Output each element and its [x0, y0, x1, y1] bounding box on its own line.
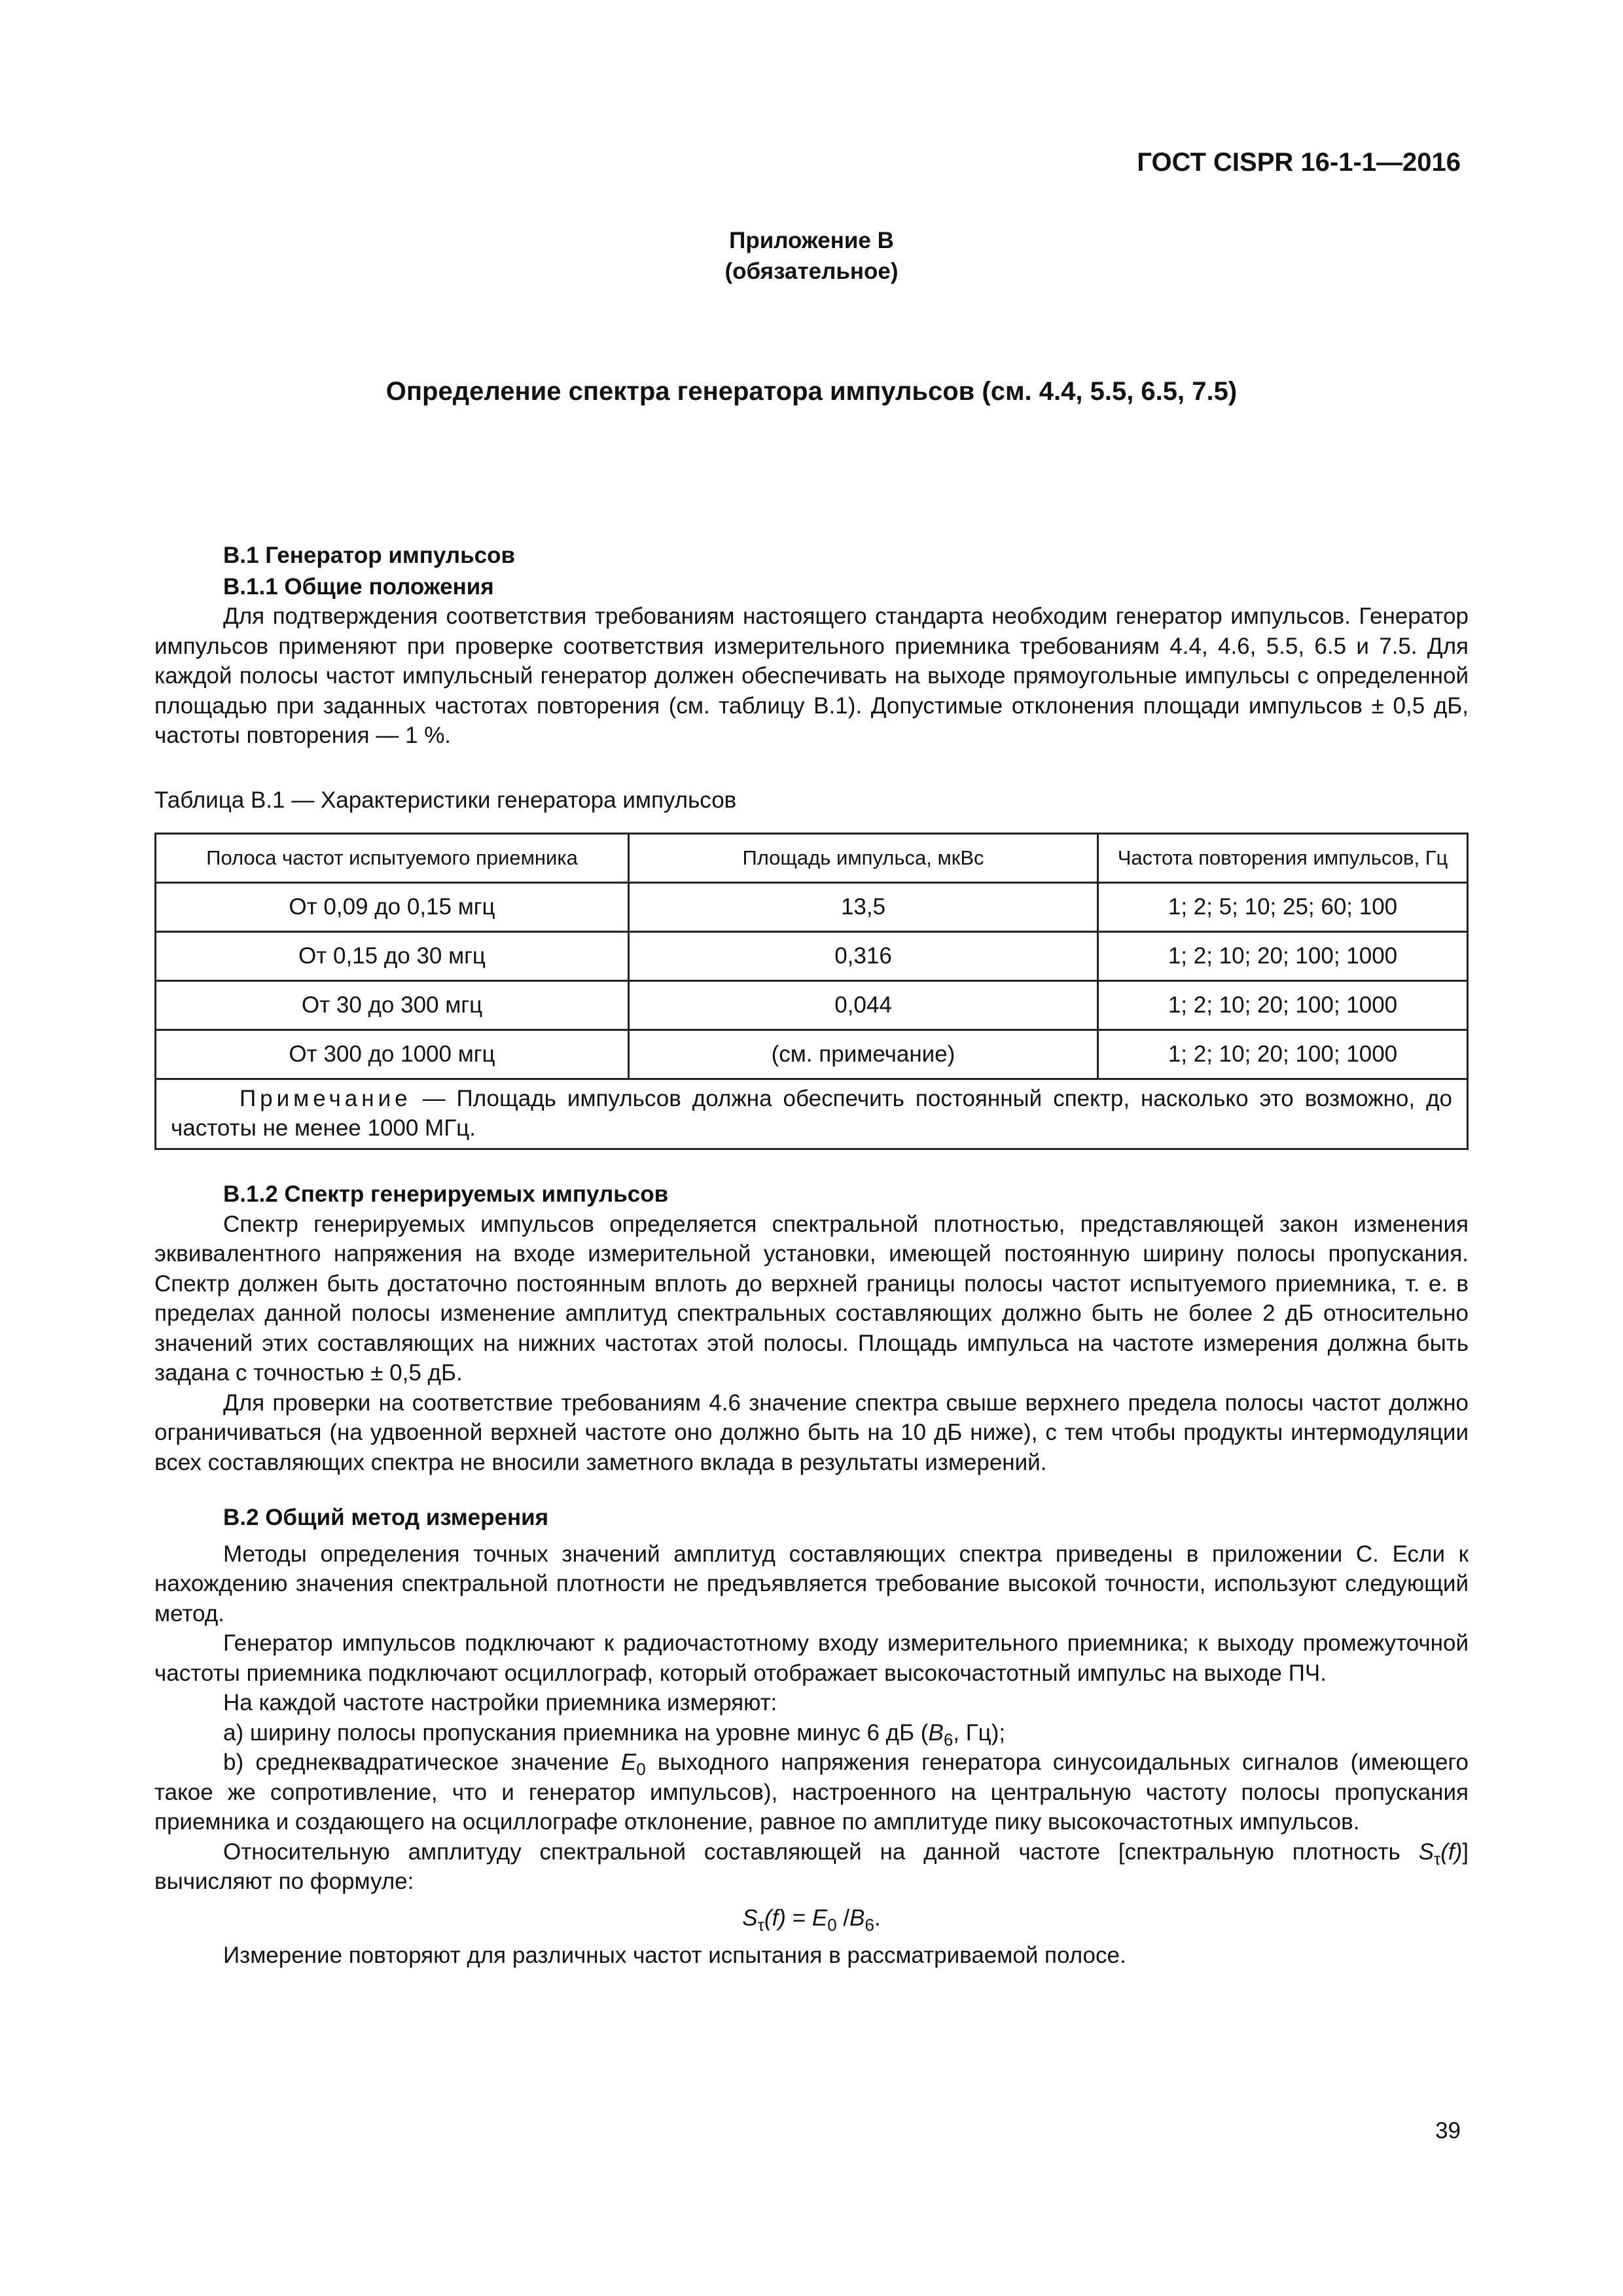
symbol-s: S — [1418, 1839, 1434, 1865]
symbol-e: E — [620, 1749, 637, 1775]
table-header-cell: Полоса частот испытуемого приемника — [156, 834, 629, 883]
standard-designation: ГОСТ CISPR 16-1-1—2016 — [1137, 148, 1461, 177]
item-a-text-end: , Гц); — [953, 1719, 1006, 1746]
paragraph-method-2: Генератор импульсов подключают к радиочастотному входу измерительного приемника; к выходу промежуточной частоты приемника подключают осциллограф, который отображает высокочастотный импульс на выходе ПЧ. — [154, 1630, 1469, 1686]
formula-subscript: 0 — [827, 1914, 837, 1935]
section-heading-b2: В.2 Общий метод измерения — [223, 1505, 549, 1530]
formula-subscript: τ — [757, 1914, 764, 1935]
para4-text-end: ] вычисляют по формуле: — [154, 1839, 1469, 1894]
table-header-cell: Площадь импульса, мкВс — [629, 834, 1098, 883]
paragraph-method-4 — [154, 1837, 1469, 1897]
section-b12 — [154, 1179, 1469, 1477]
symbol-subscript: 6 — [943, 1729, 954, 1749]
formula-b: B — [849, 1905, 865, 1931]
note-text: — Площадь импульсов должна обеспечить постоянный спектр, насколько это возможно, до частоты не менее 1000 МГц. — [171, 1086, 1452, 1141]
table-b1-caption — [154, 785, 1469, 816]
paragraph-general: Для подтверждения соответствия требованиям настоящего стандарта необходим генератор импульсов. Генератор импульсов применяют при проверке соответствия измерительного приемника требованиям 4.4, 4.6, 5.5, 6.5 и 7.5. Для каждой полосы частот импульсный генератор должен обеспечивать на выходе прямоугольные импульсы с определенной площадью при заданных частотах повторения (см. таблицу В.1). Допустимые отклонения площади импульсов ± 0,5 дБ, частоты повторения — 1 %. — [154, 603, 1469, 748]
list-item-a — [154, 1718, 1469, 1748]
item-b-text-end: выходного напряжения генератора синусоидальных сигналов (имеющего такое же сопротивление, что и генератор импульсов), настроенного на центральную частоту полосы пропускания приемника и создающего на осциллографе отклонение, равное по амплитуде пику высокочастотных импульсов. — [154, 1749, 1469, 1835]
table-cell: От 30 до 300 мгц — [156, 981, 629, 1030]
document-title: Определение спектра генератора импульсов (см. 4.4, 5.5, 6.5, 7.5) — [385, 377, 1238, 406]
paragraph-method-3: На каждой частоте настройки приемника измеряют: — [223, 1690, 777, 1715]
symbol-b: B — [928, 1719, 944, 1746]
symbol-f: (f) — [1440, 1839, 1463, 1865]
table-cell: 1; 2; 10; 20; 100; 1000 — [1098, 1030, 1468, 1079]
formula-end: . — [874, 1905, 881, 1931]
list-item-b — [154, 1748, 1469, 1837]
table-cell: 0,316 — [629, 932, 1098, 981]
table-caption-prefix: Таблица — [154, 787, 245, 813]
table-row — [156, 981, 1468, 1030]
section-heading-b11: В.1.1 Общие положения — [223, 573, 494, 600]
table-header-row — [156, 834, 1468, 883]
table-b1 — [154, 833, 1469, 1150]
formula-equals: = — [785, 1905, 812, 1931]
table-caption-text: В.1 — Характеристики генератора импульсов — [244, 787, 737, 813]
table-header-cell: Частота повторения импульсов, Гц — [1098, 834, 1468, 883]
table-cell: От 0,15 до 30 мгц — [156, 932, 629, 981]
formula-divide: / — [836, 1905, 850, 1931]
table-cell: 1; 2; 10; 20; 100; 1000 — [1098, 932, 1468, 981]
table-cell: От 0,09 до 0,15 мгц — [156, 883, 629, 932]
table-cell: (см. примечание) — [629, 1030, 1098, 1079]
formula — [154, 1903, 1469, 1933]
formula-f: (f) — [764, 1905, 786, 1931]
table-row — [156, 932, 1468, 981]
section-heading-b12: В.1.2 Спектр генерируемых импульсов — [223, 1181, 669, 1207]
paragraph-method-1: Методы определения точных значений амплитуд составляющих спектра приведены в приложении С. Если к нахождению значения спектральной плотности не предъявляется требование высокой точности, используют следующий метод. — [154, 1541, 1469, 1626]
note-label: Примечание — [240, 1086, 412, 1111]
paragraph-spectrum-2: Для проверки на соответствие требованиям 4.6 значение спектра свыше верхнего предела полосы частот должно ограничиваться (на удвоенной верхней частоте оно должно быть на 10 дБ ниже), с тем чтобы продукты интермодуляции всех составляющих спектра не вносили заметного вклада в результаты измерений. — [154, 1390, 1469, 1475]
table-note-row — [156, 1079, 1468, 1149]
table-note — [156, 1079, 1468, 1149]
para4-text: Относительную амплитуду спектральной составляющей на данной частоте [спектральную плотность — [223, 1839, 1419, 1865]
page-number: 39 — [1435, 2118, 1461, 2144]
pulse-generator-table — [154, 833, 1469, 1150]
formula-e: E — [812, 1905, 828, 1931]
table-cell: От 300 до 1000 мгц — [156, 1030, 629, 1079]
table-cell: 1; 2; 10; 20; 100; 1000 — [1098, 981, 1468, 1030]
appendix-title: Приложение В — [729, 228, 894, 253]
formula-subscript: 6 — [865, 1914, 874, 1935]
paragraph-spectrum-1: Спектр генерируемых импульсов определяется спектральной плотностью, представляющей закон изменения эквивалентного напряжения на входе измерительной установки, имеющей постоянную ширину полосы пропускания. Спектр должен быть достаточно постоянным вплоть до верхней границы полосы частот испытуемого приемника, т. е. в пределах данной полосы изменение амплитуд спектральных составляющих должно быть не более 2 дБ относительно значений этих составляющих на нижних частотах этой полосы. Площадь импульса на частоте измерения должна быть задана с точностью ± 0,5 дБ. — [154, 1211, 1469, 1386]
appendix-heading — [0, 225, 1623, 287]
item-a-text: а) ширину полосы пропускания приемника на уровне минус 6 дБ ( — [223, 1719, 929, 1746]
section-b1 — [154, 541, 1469, 751]
table-row — [156, 1030, 1468, 1079]
appendix-status: (обязательное) — [724, 259, 899, 284]
section-b2 — [154, 1503, 1469, 1971]
item-b-text: b) среднеквадратическое значение — [223, 1749, 621, 1775]
table-cell: 0,044 — [629, 981, 1098, 1030]
table-cell: 1; 2; 5; 10; 25; 60; 100 — [1098, 883, 1468, 932]
symbol-subscript: τ — [1433, 1848, 1441, 1869]
section-heading-b1: В.1 Генератор импульсов — [223, 543, 515, 568]
formula-s: S — [742, 1905, 758, 1931]
paragraph-method-5: Измерение повторяют для различных частот испытания в рассматриваемой полосе. — [223, 1943, 1126, 1968]
table-cell: 13,5 — [629, 883, 1098, 932]
symbol-subscript: 0 — [636, 1759, 646, 1779]
table-row — [156, 883, 1468, 932]
